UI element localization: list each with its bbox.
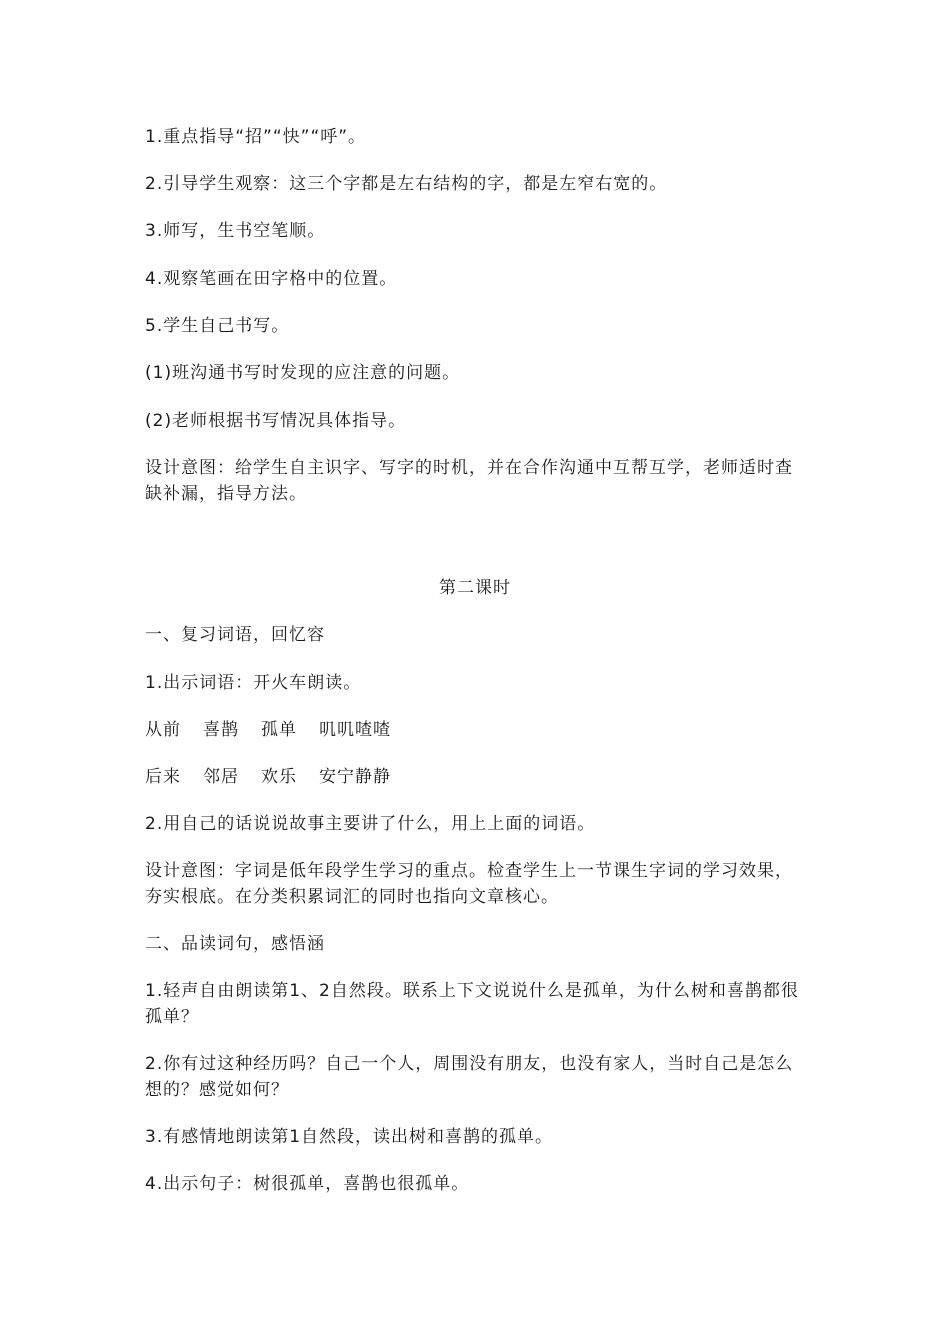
word: 邻居 xyxy=(203,767,239,787)
paragraph-item-3: 3.师写，生书空笔顺。 xyxy=(145,221,326,241)
word-row-2 xyxy=(145,764,391,790)
word: 欢乐 xyxy=(261,767,297,787)
word: 后来 xyxy=(145,767,181,787)
paragraph-item-5: 5.学生自己书写。 xyxy=(145,316,290,336)
reading-item-1: 1.轻声自由朗读第1、2自然段。联系上下文说说什么是孤单，为什么树和喜鹊都很孤单？ xyxy=(145,981,799,1027)
word: 孤单 xyxy=(261,720,297,740)
reading-item-3: 3.有感情地朗读第1自然段，读出树和喜鹊的孤单。 xyxy=(145,1127,554,1147)
word: 从前 xyxy=(145,720,181,740)
word: 安宁静静 xyxy=(319,767,391,787)
word: 喜鹊 xyxy=(203,720,239,740)
paragraph-item-2: 2.引导学生观察：这三个字都是左右结构的字，都是左窄右宽的。 xyxy=(145,174,668,194)
paragraph-subitem-1: (1)班沟通书写时发现的应注意的问题。 xyxy=(145,363,461,383)
paragraph-item-1: 1.重点指导“招”“快”“呼”。 xyxy=(145,127,367,147)
lesson-title: 第二课时 xyxy=(439,578,511,598)
word: 叽叽喳喳 xyxy=(319,720,391,740)
section-heading-review: 一、复习词语，回忆容 xyxy=(145,625,325,645)
review-item-2: 2.用自己的话说说故事主要讲了什么，用上上面的词语。 xyxy=(145,814,596,834)
review-item-1: 1.出示词语：开火车朗读。 xyxy=(145,673,362,693)
reading-item-2: 2.你有过这种经历吗？自己一个人，周围没有朋友，也没有家人，当时自己是怎么想的？感觉如何？ xyxy=(145,1054,794,1100)
word-row-1 xyxy=(145,717,391,743)
paragraph-subitem-2: (2)老师根据书写情况具体指导。 xyxy=(145,411,407,431)
paragraph-item-4: 4.观察笔画在田字格中的位置。 xyxy=(145,269,398,289)
reading-item-4: 4.出示句子：树很孤单，喜鹊也很孤单。 xyxy=(145,1174,470,1194)
design-intent-1: 设计意图：给学生自主识字、写字的时机，并在合作沟通中互帮互学，老师适时查缺补漏，指导方法。 xyxy=(145,458,793,504)
design-intent-2: 设计意图：字词是低年段学生学习的重点。检查学生上一节课生字词的学习效果，夯实根底。在分类积累词汇的同时也指向文章核心。 xyxy=(145,861,793,907)
section-heading-reading: 二、品读词句，感悟涵 xyxy=(145,934,325,954)
